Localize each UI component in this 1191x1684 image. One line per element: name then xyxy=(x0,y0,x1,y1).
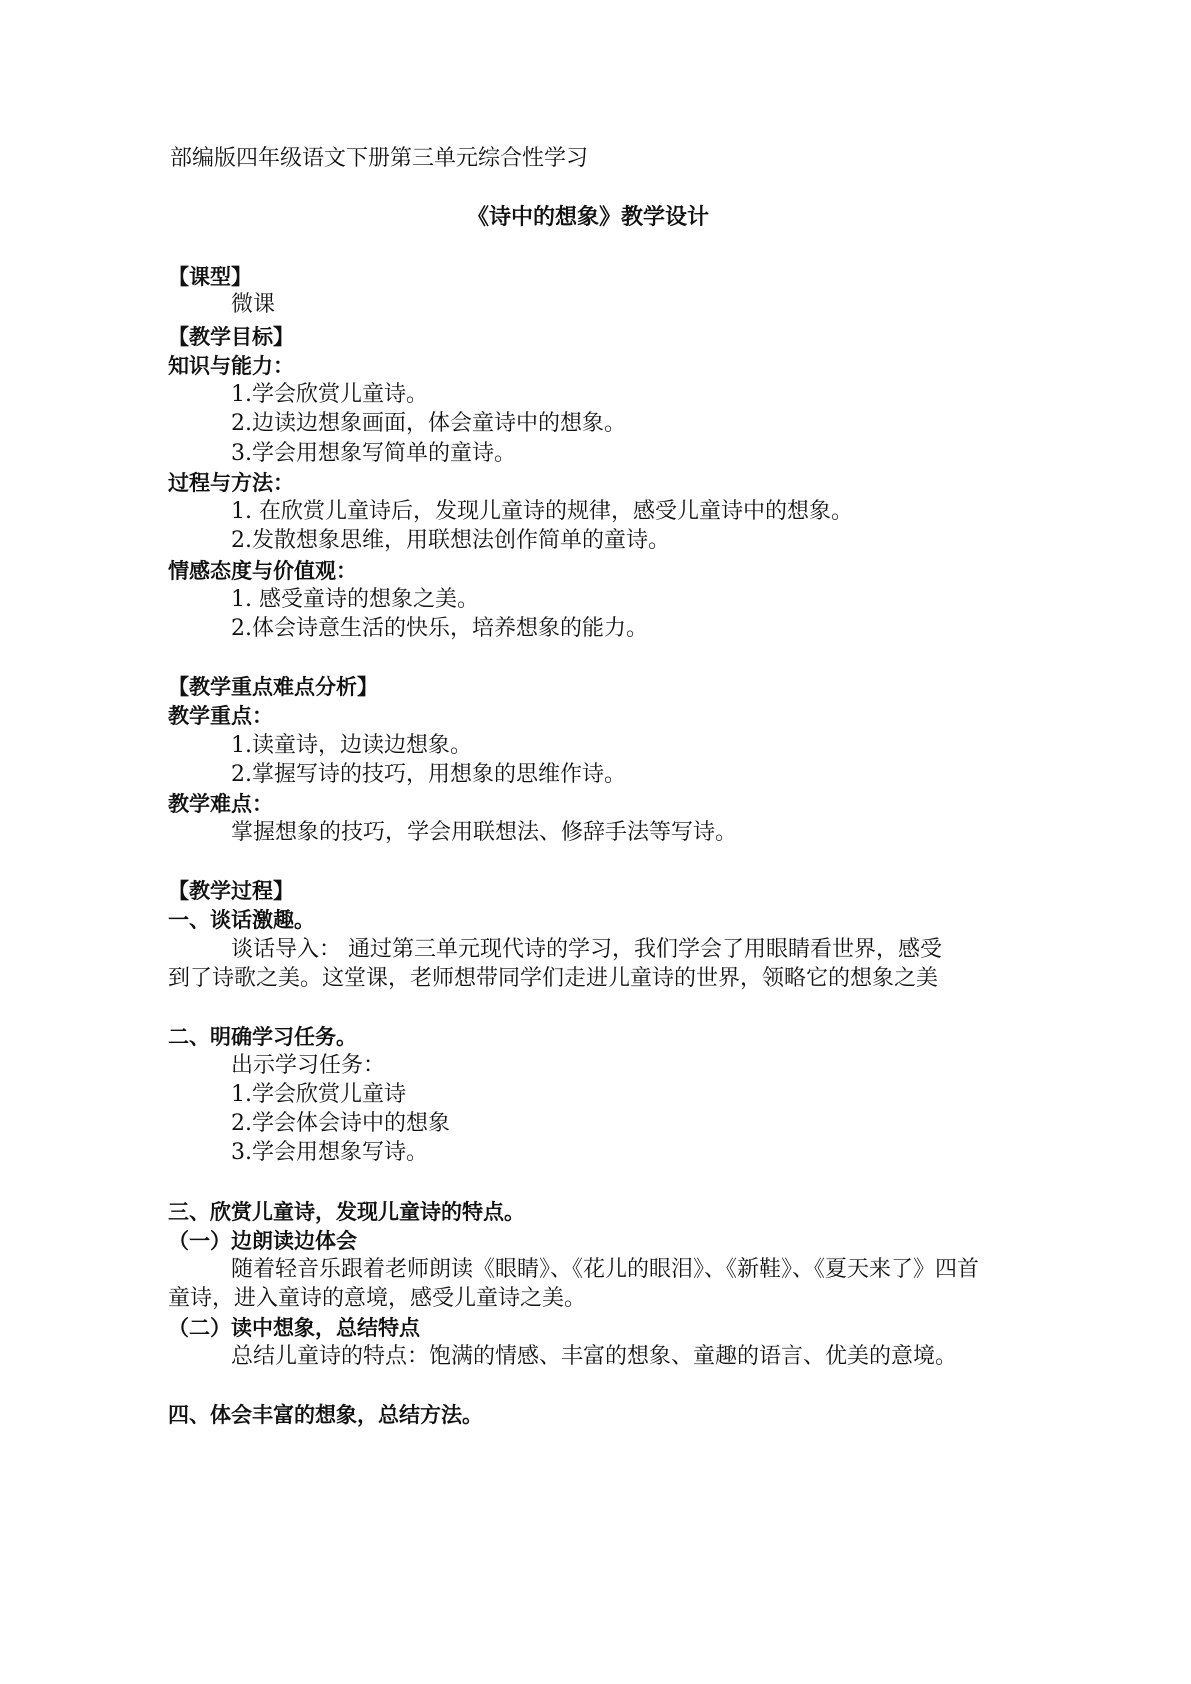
body-text: 出示学习任务： xyxy=(231,1053,386,1078)
list-item: 2.边读边想象画面，体会童诗中的想象。 xyxy=(231,411,626,436)
body-text: 到了诗歌之美。这堂课，老师想带同学们走进儿童诗的世界，领略它的想象之美 xyxy=(168,966,939,991)
list-item: 1.学会欣赏儿童诗 xyxy=(231,1082,406,1107)
step-heading: 二、明确学习任务。 xyxy=(168,1025,357,1049)
body-text: 掌握想象的技巧，学会用联想法、修辞手法等写诗。 xyxy=(231,820,738,845)
subsection-heading: 知识与能力： xyxy=(168,354,294,378)
section-heading: 【课型】 xyxy=(168,265,252,289)
list-item: 3.学会用想象写诗。 xyxy=(231,1140,428,1165)
subsection-heading: 教学难点： xyxy=(168,792,273,816)
body-text: 随着轻音乐跟着老师朗读《眼睛》、《花儿的眼泪》、《新鞋》、《夏天来了》四首 xyxy=(231,1257,980,1282)
list-item: 3.学会用想象写简单的童诗。 xyxy=(231,441,516,466)
list-item: 2.体会诗意生活的快乐，培养想象的能力。 xyxy=(231,616,648,641)
body-text: 谈话导入： 通过第三单元现代诗的学习，我们学会了用眼睛看世界，感受 xyxy=(231,937,942,962)
list-item: 1.学会欣赏儿童诗。 xyxy=(231,382,428,407)
subsection-heading: 情感态度与价值观： xyxy=(168,559,357,583)
body-text: 微课 xyxy=(231,292,276,317)
step-heading: 一、谈话激趣。 xyxy=(168,908,315,932)
list-item: 1. 感受童诗的想象之美。 xyxy=(231,587,479,612)
section-heading: 【教学目标】 xyxy=(168,325,294,349)
step-heading: 四、体会丰富的想象，总结方法。 xyxy=(168,1403,483,1427)
section-heading: 【教学重点难点分析】 xyxy=(168,675,378,699)
section-heading: 【教学过程】 xyxy=(168,879,294,903)
list-item: 1.读童诗，边读边想象。 xyxy=(231,733,472,758)
document-header: 部编版四年级语文下册第三单元综合性学习 xyxy=(170,146,589,171)
body-text: 童诗，进入童诗的意境，感受儿童诗之美。 xyxy=(168,1286,587,1311)
list-item: 1. 在欣赏儿童诗后，发现儿童诗的规律，感受儿童诗中的想象。 xyxy=(231,499,853,524)
list-item: 2.发散想象思维，用联想法创作简单的童诗。 xyxy=(231,528,670,553)
list-item: 2.学会体会诗中的想象 xyxy=(231,1111,450,1136)
subsection-heading: 教学重点： xyxy=(168,704,273,728)
step-heading: 三、欣赏儿童诗，发现儿童诗的特点。 xyxy=(168,1200,525,1224)
body-text: 总结儿童诗的特点：饱满的情感、丰富的想象、童趣的语言、优美的意境。 xyxy=(231,1344,958,1369)
document-title: 《诗中的想象》教学设计 xyxy=(467,205,710,230)
subsection-heading: 过程与方法： xyxy=(168,471,294,495)
substep-heading: （一）边朗读边体会 xyxy=(168,1229,357,1253)
substep-heading: （二）读中想象，总结特点 xyxy=(168,1316,420,1340)
list-item: 2.掌握写诗的技巧，用想象的思维作诗。 xyxy=(231,762,626,787)
